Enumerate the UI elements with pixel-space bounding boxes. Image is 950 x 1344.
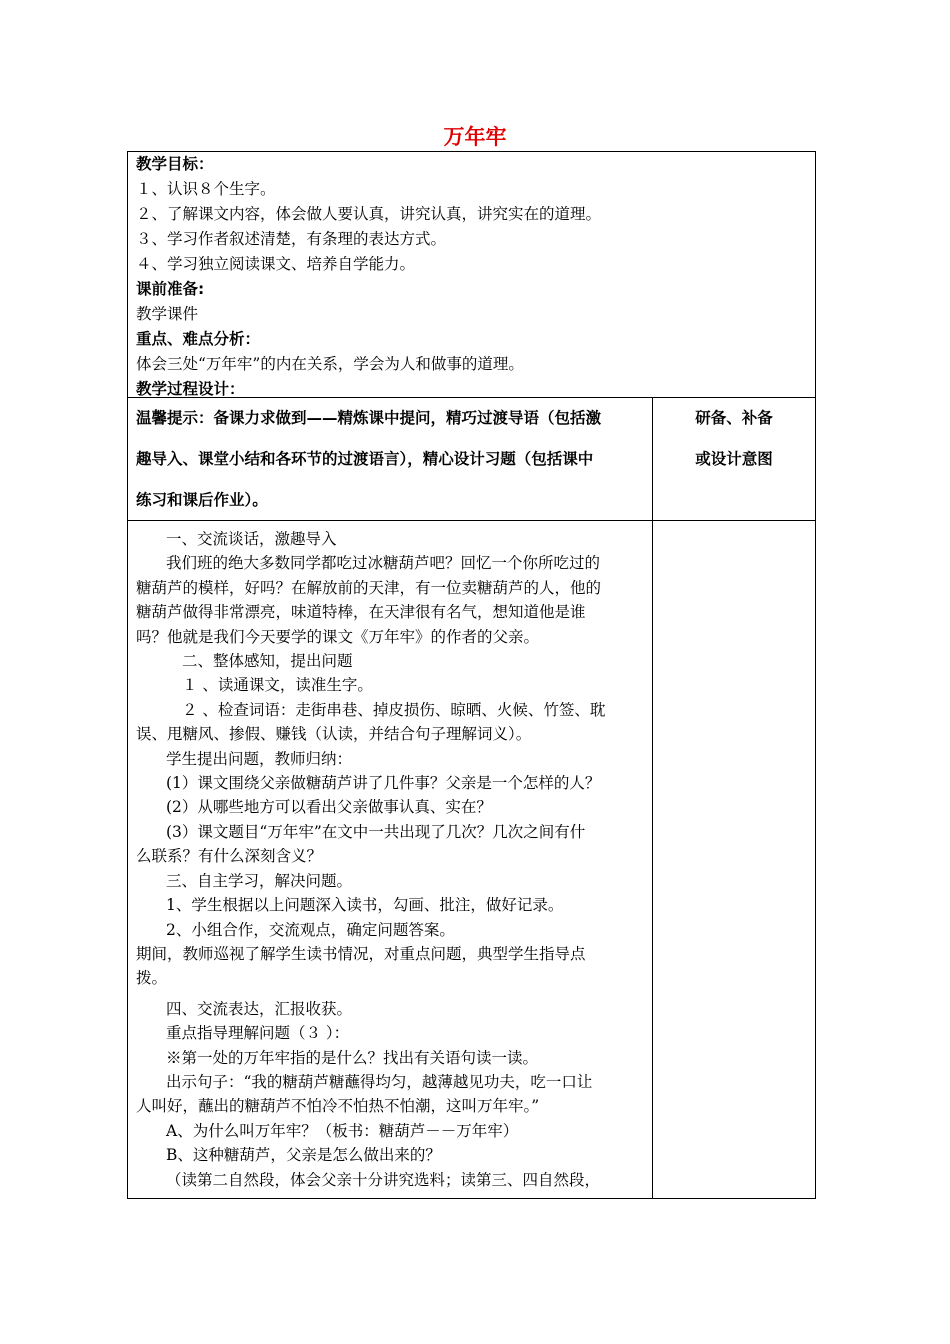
process-line: 糖葫芦做得非常漂亮，味道特棒，在天津很有名气，想知道他是谁 [136,603,586,622]
process-line: (1）课文围绕父亲做糖葫芦讲了几件事？父亲是一个怎样的人？ [166,774,601,793]
process-line: 我们班的绝大多数同学都吃过冰糖葫芦吧？回忆一个你所吃过的 [166,554,601,573]
tip-cell [128,398,653,521]
process-line: (2）从哪些地方可以看出父亲做事认真、实在？ [166,798,492,817]
process-heading: 教学过程设计： [136,380,245,398]
process-line: (3）课文题目“万年牢”在文中一共出现了几次？几次之间有什 [166,822,586,841]
key-points-text: 体会三处“万年牢”的内在关系，学会为人和做事的道理。 [136,355,524,373]
goal-item: １、认识８个生字。 [136,180,276,198]
goal-item: ３、学习作者叙述清楚，有条理的表达方式。 [136,230,447,248]
tip-line: 温馨提示：备课力求做到——精炼课中提问，精巧过渡导语（包括激 [136,409,602,427]
process-line: 重点指导理解问题（３ ）： [166,1024,350,1043]
process-line: １ 、读通课文，读准生字。 [182,676,373,695]
process-line: 人叫好，蘸出的糖葫芦不怕冷不怕热不怕潮，这叫万年牢。” [136,1097,540,1116]
goal-item: ２、了解课文内容，体会做人要认真，讲究认真，讲究实在的道理。 [136,205,602,223]
design-notes-header-cell [653,398,815,521]
process-line: ※第一处的万年牢指的是什么？找出有关语句读一读。 [166,1048,539,1067]
prep-text: 教学课件 [136,305,199,323]
process-line: 么联系？有什么深刻含义？ [136,847,323,866]
process-line: 二、整体感知，提出问题 [182,652,353,671]
process-line: B、这种糖葫芦，父亲是怎么做出来的？ [166,1146,441,1165]
side-header-line: 研备、补备 [695,409,773,427]
page-title: 万年牢 [443,125,507,149]
process-line: （读第二自然段，体会父亲十分讲究选料；读第三、四自然段， [166,1170,601,1189]
goal-item: ４、学习独立阅读课文、培养自学能力。 [136,255,416,273]
process-line: A、为什么叫万年牢？（板书：糖葫芦－－万年牢） [166,1121,519,1140]
process-line: 期间，教师巡视了解学生读书情况，对重点问题，典型学生指导点 [136,944,586,963]
teaching-process-cell [128,521,653,1198]
process-line: ２ 、检查词语：走街串巷、掉皮损伤、晾晒、火候、竹签、耽 [182,700,606,719]
goals-heading: 教学目标： [136,155,214,173]
process-line: 一、交流谈话，激趣导入 [166,530,337,548]
process-line: 2、小组合作，交流观点，确定问题答案。 [166,920,455,939]
process-line: 学生提出问题，教师归纳： [166,749,353,768]
objectives-cell [128,152,815,398]
process-line: 误、甩糖风、掺假、赚钱（认读，并结合句子理解词义）。 [136,725,532,744]
side-header-line: 或设计意图 [695,450,773,468]
process-line: 拨。 [136,969,168,988]
process-line: 出示句子：“我的糖葫芦糖蘸得均匀，越薄越见功夫，吃一口让 [166,1072,593,1091]
process-line: 吗？他就是我们今天要学的课文《万年牢》的作者的父亲。 [136,627,540,646]
process-line: 四、交流表达，汇报收获。 [166,999,353,1018]
prep-heading: 课前准备: [136,280,205,298]
process-line: 1、学生根据以上问题深入读书，勾画、批注，做好记录。 [166,896,564,915]
tip-line: 趣导入、课堂小结和各环节的过渡语言），精心设计习题（包括课中 [136,450,594,468]
process-line: 三、自主学习，解决问题。 [166,871,353,890]
tip-line: 练习和课后作业）。 [136,491,268,509]
lesson-plan-table [127,151,816,1199]
key-points-heading: 重点、难点分析： [136,330,261,348]
process-line: 糖葫芦的模样，好吗？在解放前的天津，有一位卖糖葫芦的人，他的 [136,578,602,597]
